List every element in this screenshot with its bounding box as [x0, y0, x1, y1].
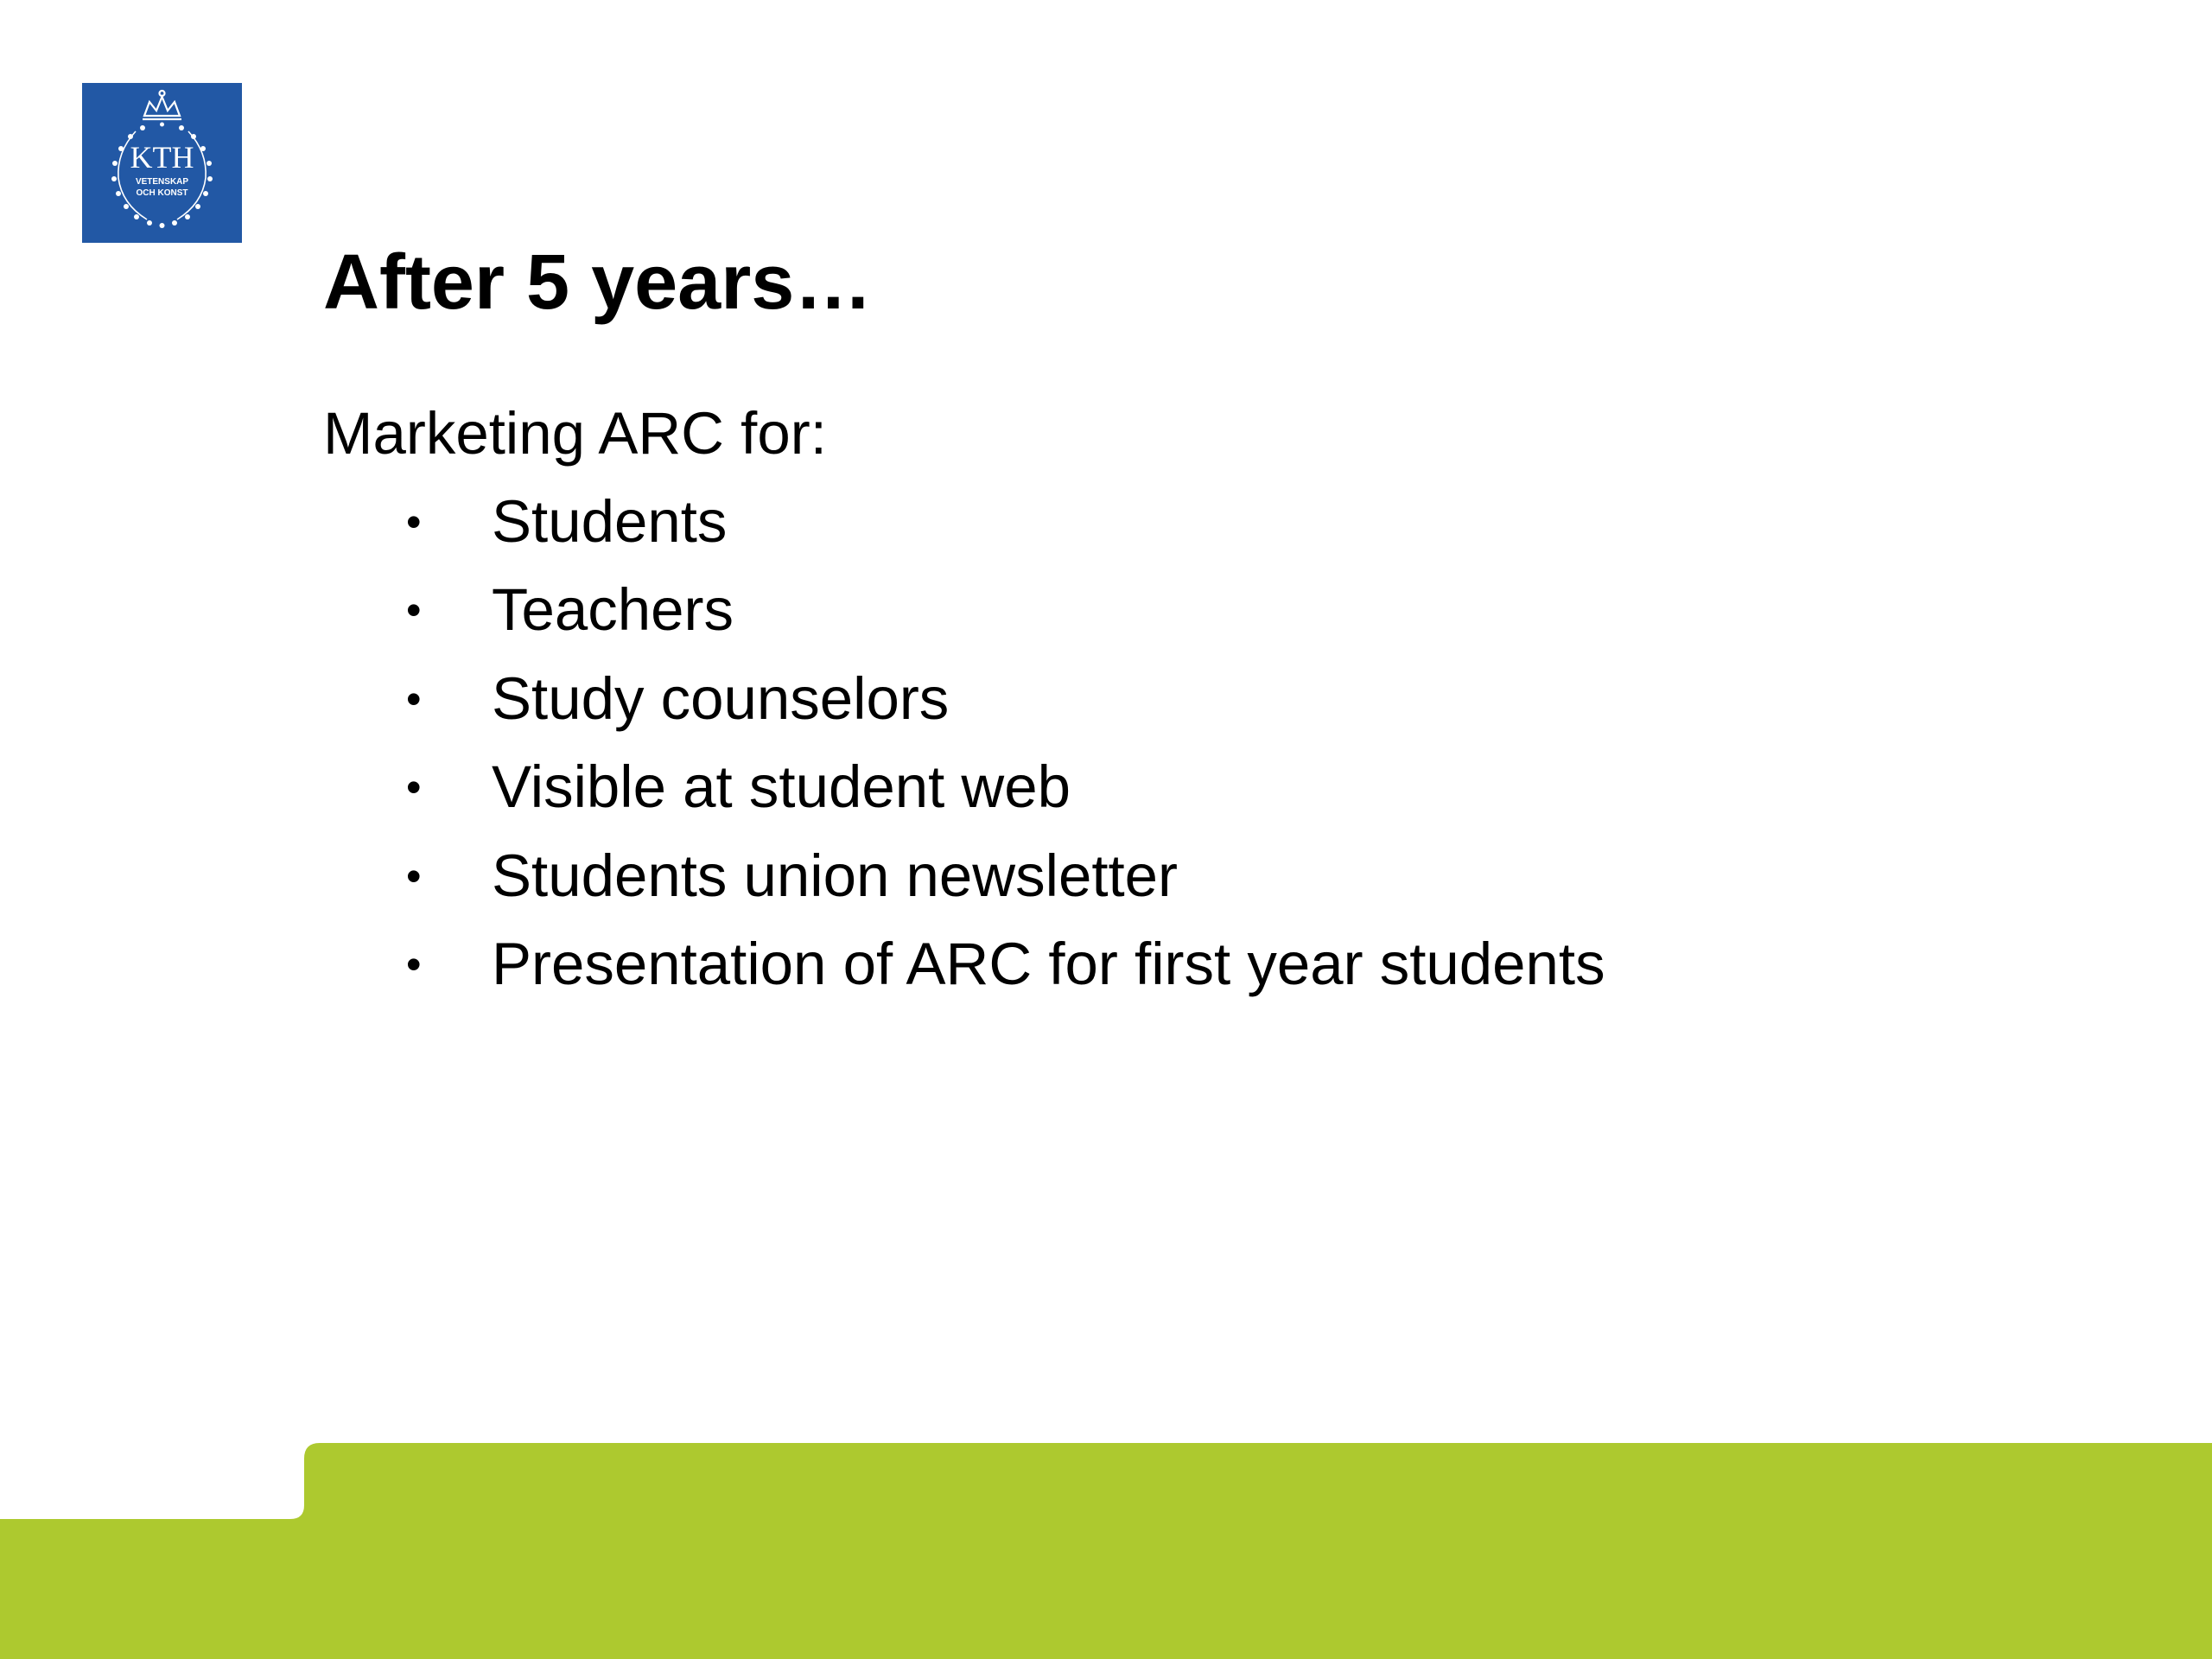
kth-logo	[82, 83, 242, 243]
logo-subtext-2: OCH KONST	[136, 188, 188, 198]
footer-band	[0, 1443, 2212, 1659]
footer-shape	[0, 1443, 2212, 1659]
bullet-text: Visible at student web	[492, 753, 1071, 821]
logo-text: KTH	[130, 140, 194, 175]
bullet-icon: •	[406, 498, 422, 546]
bullet-text: Students	[492, 488, 728, 555]
bullet-text: Presentation of ARC for first year students	[492, 930, 1605, 997]
bullet-icon: •	[406, 939, 422, 988]
slide-title: After 5 years…	[323, 239, 873, 326]
bullet-icon: •	[406, 674, 422, 723]
logo-subtext-1: VETENSKAP	[135, 177, 189, 187]
bullet-text: Teachers	[492, 576, 734, 644]
bullet-text: Students union newsletter	[492, 842, 1179, 909]
kth-seal-icon	[82, 83, 242, 243]
bullet-text: Study counselors	[492, 664, 950, 732]
bullet-icon: •	[406, 763, 422, 812]
intro-text: Marketing ARC for:	[323, 400, 827, 467]
bullet-icon: •	[406, 851, 422, 900]
bullet-icon: •	[406, 586, 422, 635]
